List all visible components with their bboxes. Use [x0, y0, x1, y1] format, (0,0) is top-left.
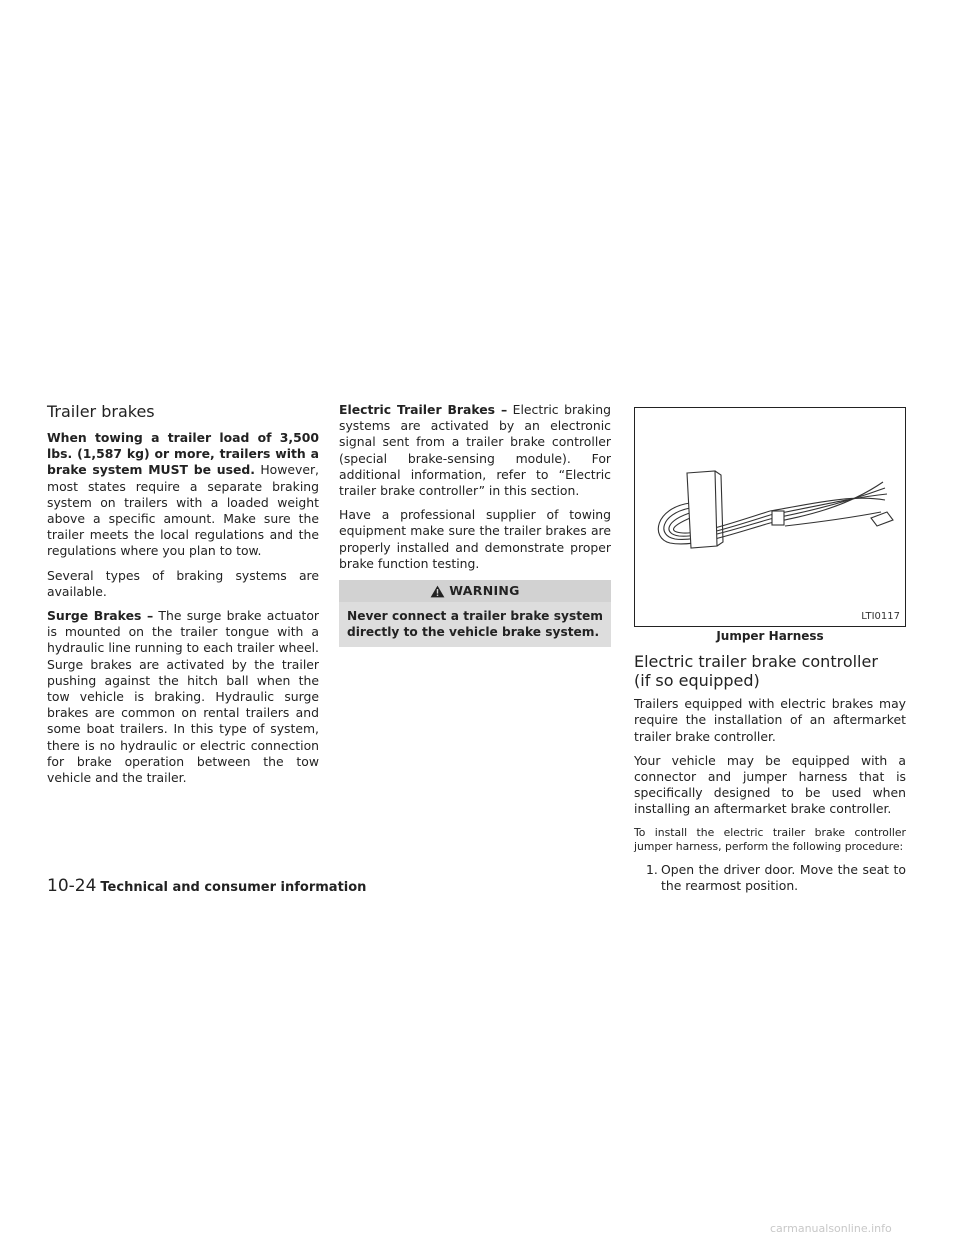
- paragraph-text: The surge brake actuator is mounted on the trailer tongue with a hydraulic line running to each trailer wheel. Surge brakes are activated by the trailer pushing against the hitch ball when the tow vehicle is braking. Hydraulic surge brakes are common on rental trailers and some boat trailers. In this type of system, there is no hydraulic or electric connection for brake operation between the tow vehicle and the trailer.: [47, 608, 320, 786]
- figure-caption: Jumper Harness: [716, 629, 824, 643]
- watermark-text: carmanualsonline.info: [770, 1222, 892, 1235]
- paragraph-towing-load: [47, 430, 319, 560]
- page-footer: [47, 876, 366, 896]
- paragraph-text: However, most states require a separate braking system on trailers with a loaded weight above a specific amount. Make sure the trailer meets the local regulations and the regulations where you plan to tow.: [47, 462, 319, 559]
- jumper-harness-figure: [634, 407, 906, 627]
- column-right: [634, 407, 906, 894]
- step-text: Open the driver door. Move the seat to the rearmost position.: [661, 861, 906, 893]
- section-heading-brake-controller: [634, 652, 906, 690]
- heading-line: Electric trailer brake controller: [634, 652, 878, 672]
- column-left: [47, 402, 319, 794]
- paragraph-procedure-intro: To install the electric trailer brake controller jumper harness, perform the following procedure:: [634, 825, 906, 853]
- paragraph-electric-brakes: [339, 402, 611, 499]
- warning-header: [339, 580, 611, 602]
- bold-lead: Electric Trailer Brakes –: [339, 402, 508, 417]
- step-item: [634, 862, 906, 894]
- bold-lead: Surge Brakes –: [47, 608, 154, 624]
- page-number: 10-24: [47, 876, 97, 896]
- section-heading-trailer-brakes: Trailer brakes: [47, 402, 155, 421]
- warning-triangle-icon: [430, 585, 445, 598]
- paragraph-professional-supplier: Have a professional supplier of towing equipment make sure the trailer brakes are properly installed and demonstrate proper brake function testing.: [339, 507, 611, 571]
- warning-box: [339, 580, 611, 647]
- bold-lead: When towing a trailer load of 3,500 lbs. (1,587 kg) or more, trailers with a brake system MUST be used.: [47, 430, 319, 478]
- heading-line: (if so equipped): [634, 671, 760, 691]
- warning-text: Never connect a trailer brake system directly to the vehicle brake system.: [347, 609, 603, 640]
- step-number: 1.: [646, 861, 658, 877]
- paragraph-jumper-harness: Your vehicle may be equipped with a connector and jumper harness that is specifically designed to be used when installing an aftermarket brake controller.: [634, 752, 906, 817]
- paragraph-aftermarket: Trailers equipped with electric brakes may require the installation of an aftermarket trailer brake controller.: [634, 696, 906, 744]
- paragraph-text: Electric braking systems are activated by an electronic signal sent from a trailer brake controller (special brake-sensing module). For additional information, refer to “Electric trailer brake controller” in this section.: [339, 402, 611, 499]
- figure-code: LTI0117: [861, 610, 900, 622]
- jumper-harness-illustration: [635, 408, 905, 626]
- footer-section-title: Technical and consumer information: [100, 880, 367, 895]
- column-middle: [339, 402, 611, 647]
- paragraph-surge-brakes: [47, 608, 319, 786]
- warning-title: WARNING: [449, 582, 520, 598]
- paragraph-several-types: Several types of braking systems are available.: [47, 567, 319, 599]
- procedure-steps: [634, 862, 906, 894]
